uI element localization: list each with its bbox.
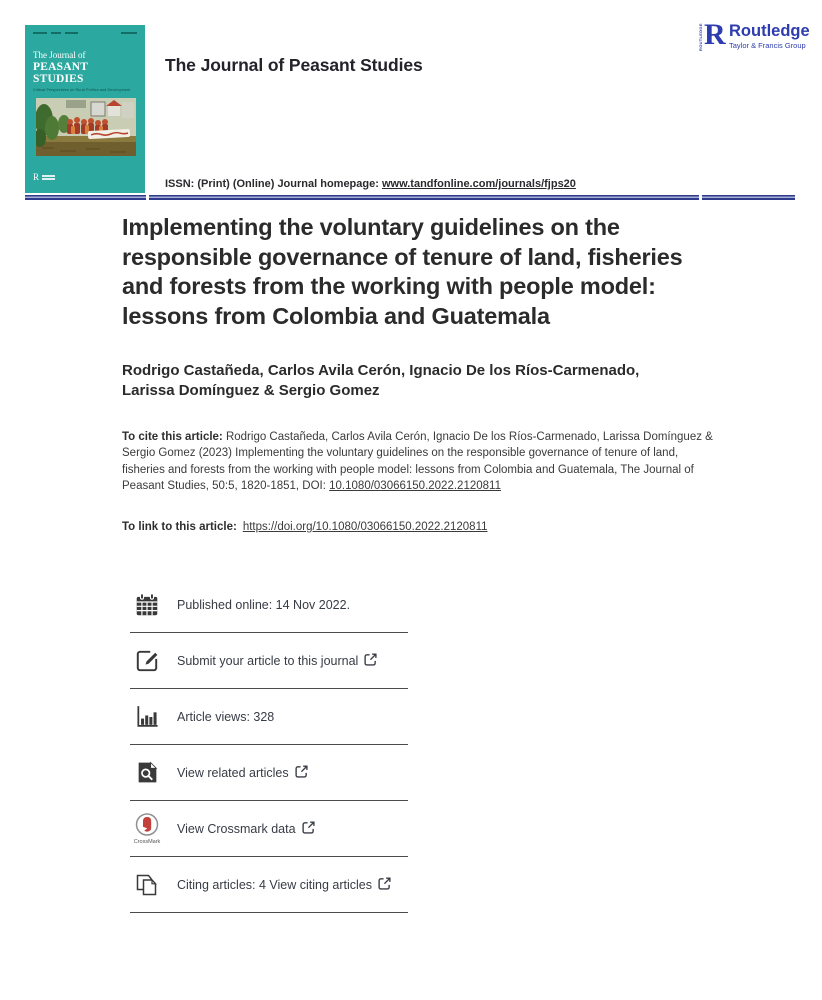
cover-meta-bars	[33, 32, 137, 34]
crossmark-caption: CrossMark	[133, 839, 161, 845]
header-rule-segment	[149, 195, 699, 200]
submit-pencil-icon	[134, 648, 160, 674]
published-online-row	[130, 577, 408, 633]
cover-illustration	[36, 98, 136, 156]
citing-articles-row[interactable]	[130, 857, 408, 913]
related-articles-label[interactable]: View related articles	[177, 766, 308, 780]
link-label: To link to this article:	[122, 521, 237, 533]
calendar-icon	[134, 592, 160, 618]
article-actions-list	[130, 577, 408, 913]
crossmark-icon	[134, 812, 160, 838]
cite-text: Rodrigo Castañeda, Carlos Avila Cerón, Ignacio De los Ríos-Carmenado, Larissa Domínguez & Sergio Gomez (2023) Implementing the voluntary guidelines on the responsible governance of tenure of land, fisheries and forests from the working with people model: lessons from Colombia and Guatemala, The Journal of Peasant Studies, 50:5, 1820-1851, DOI:	[122, 431, 713, 492]
routledge-r-mark-icon: ROUTLEDGE R	[698, 18, 726, 51]
citing-articles-label[interactable]: Citing articles: 4 View citing articles	[177, 878, 391, 892]
issn-label: ISSN: (Print) (Online) Journal homepage:	[165, 178, 379, 190]
cite-block	[122, 429, 718, 494]
cite-doi-link[interactable]: 10.1080/03066150.2022.2120811	[329, 479, 501, 492]
header-rule-segment	[702, 195, 795, 200]
article-views-row	[130, 689, 408, 745]
external-link-icon	[302, 821, 315, 834]
journal-cover-thumbnail	[25, 25, 145, 193]
article-title: Implementing the voluntary guidelines on the responsible governance of tenure of land, fisheries and forests from the working with people model: lessons from Colombia and Guatemala	[122, 214, 683, 329]
published-online-label: Published online: 14 Nov 2022.	[177, 597, 351, 612]
submit-article-label[interactable]: Submit your article to this journal	[177, 654, 377, 668]
external-link-icon	[364, 653, 377, 666]
publisher-group: Taylor & Francis Group	[729, 41, 806, 50]
cover-journal-title-line1: The Journal of	[33, 50, 86, 60]
external-link-icon	[295, 765, 308, 778]
journal-title: The Journal of Peasant Studies	[165, 55, 423, 75]
cover-journal-title-line2: PEASANT STUDIES	[33, 61, 88, 85]
cover-routledge-imprint: R	[33, 173, 55, 182]
article-authors: Rodrigo Castañeda, Carlos Avila Cerón, Ignacio De los Ríos-Carmenado, Larissa Domínguez & Sergio Gomez	[122, 362, 640, 399]
bar-chart-icon	[135, 704, 160, 729]
routledge-logo	[698, 18, 810, 53]
citing-pages-icon	[134, 872, 160, 898]
submit-article-row[interactable]	[130, 633, 408, 689]
cite-label: To cite this article:	[122, 431, 223, 443]
article-views-label: Article views: 328	[177, 709, 275, 724]
header-rule-segment	[25, 195, 146, 200]
cover-tagline: Critical Perspectives on Rural Politics and Development	[33, 88, 131, 92]
document-search-icon	[135, 760, 160, 785]
related-articles-row[interactable]	[130, 745, 408, 801]
link-block	[122, 521, 488, 533]
crossmark-label[interactable]: View Crossmark data	[177, 822, 315, 836]
issn-homepage-line	[165, 178, 576, 190]
crossmark-row[interactable]	[130, 801, 408, 857]
journal-homepage-link[interactable]: www.tandfonline.com/journals/fjps20	[381, 178, 576, 190]
publisher-name: Routledge	[729, 22, 810, 40]
external-link-icon	[378, 877, 391, 890]
doi-url-link[interactable]: https://doi.org/10.1080/03066150.2022.2120811	[242, 521, 488, 533]
